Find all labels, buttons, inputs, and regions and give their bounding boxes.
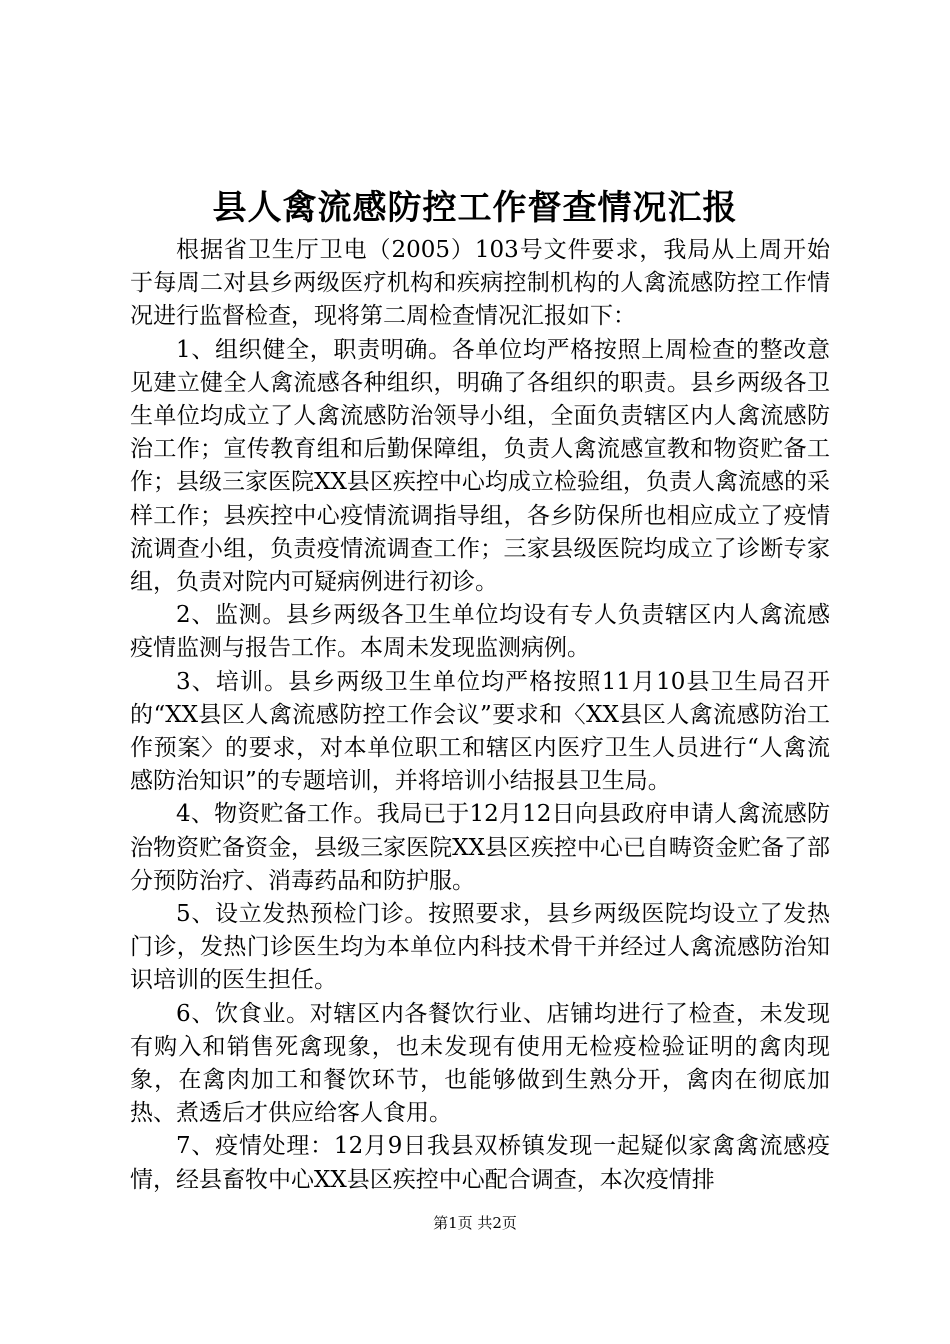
paragraph-organization: 1、组织健全，职责明确。各单位均严格按照上周检查的整改意见建立健全人禽流感各种组织，明确了各组织的职责。县乡两级各卫生单位均成立了人禽流感防治领导小组，全面负责辖区内人禽流感防治工作；宣传教育组和后勤保障组，负责人禽流感宣教和物资贮备工作；县级三家医院XX县区疾控中心均成立检验组，负责人禽流感的采样工作；县疾控中心疫情流调指导组，各乡防保所也相应成立了疫情流调查小组，负责疫情流调查工作；三家县级医院均成立了诊断专家组，负责对院内可疑病例进行初诊。 bbox=[130, 336, 830, 596]
document-body bbox=[130, 234, 830, 1197]
intro-paragraph: 根据省卫生厅卫电（2005）103号文件要求，我局从上周开始于每周二对县乡两级医疗机构和疾病控制机构的人禽流感防控工作情况进行监督检查，现将第二周检查情况汇报如下： bbox=[130, 237, 830, 330]
document-title: 县人禽流感防控工作督查情况汇报 bbox=[212, 188, 738, 228]
paragraph-supplies: 4、物资贮备工作。我局已于12月12日向县政府申请人禽流感防治物资贮备资金，县级三家医院XX县区疾控中心已自畴资金贮备了部分预防治疗、消毒药品和防护服。 bbox=[130, 801, 830, 894]
paragraph-fever-clinic: 5、设立发热预检门诊。按照要求，县乡两级医院均设立了发热门诊，发热门诊医生均为本单位内科技术骨干并经过人禽流感防治知识培训的医生担任。 bbox=[130, 901, 830, 994]
paragraph-catering: 6、饮食业。对辖区内各餐饮行业、店铺均进行了检查，未发现有购入和销售死禽现象，也未发现有使用无检疫检验证明的禽肉现象，在禽肉加工和餐饮环节，也能够做到生熟分开，禽肉在彻底加热、煮透后才供应给客人食用。 bbox=[130, 1000, 830, 1127]
paragraph-epidemic-handling: 7、疫情处理：12月9日我县双桥镇发现一起疑似家禽禽流感疫情，经县畜牧中心XX县区疾控中心配合调查，本次疫情排 bbox=[130, 1133, 830, 1193]
paragraph-monitoring: 2、监测。县乡两级各卫生单位均设有专人负责辖区内人禽流感疫情监测与报告工作。本周未发现监测病例。 bbox=[130, 602, 830, 662]
page-footer: 第1页 共2页 bbox=[433, 1214, 517, 1232]
paragraph-training: 3、培训。县乡两级卫生单位均严格按照11月10县卫生局召开的“XX县区人禽流感防控工作会议”要求和〈XX县区人禽流感防治工作预案〉的要求，对本单位职工和辖区内医疗卫生人员进行“人禽流感防治知识”的专题培训，并将培训小结报县卫生局。 bbox=[130, 668, 830, 795]
